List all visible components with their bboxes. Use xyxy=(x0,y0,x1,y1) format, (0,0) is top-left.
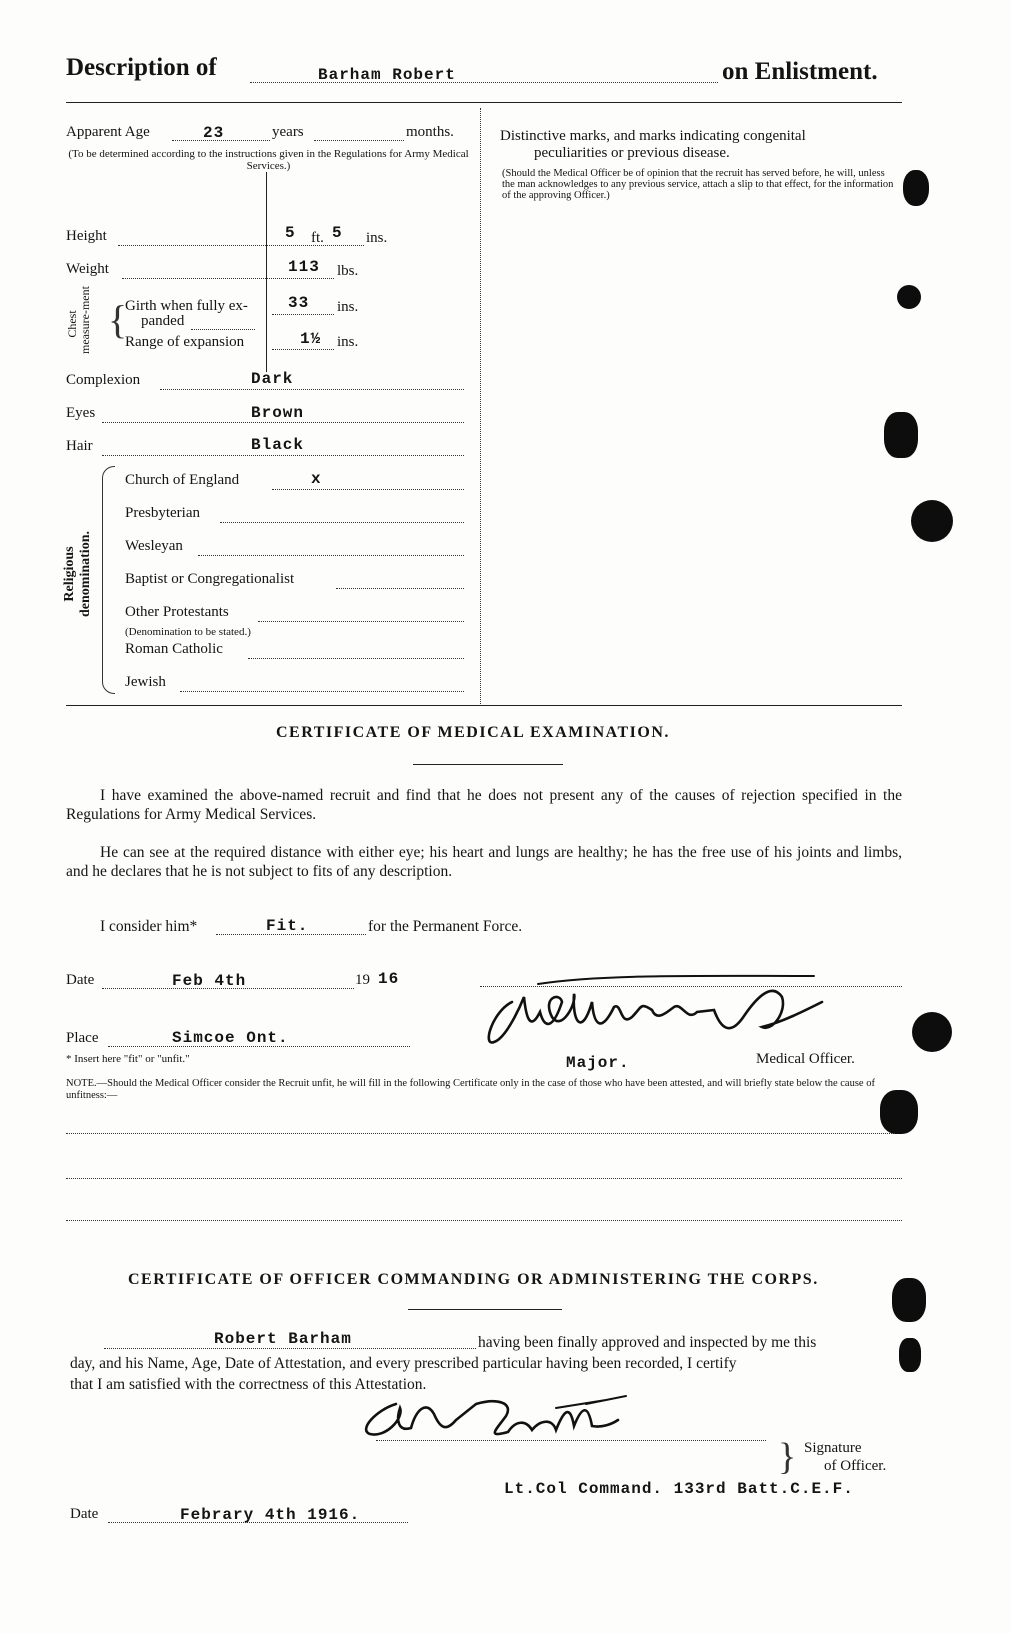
other-protestants-line xyxy=(258,621,464,622)
religion-mark: x xyxy=(311,470,322,488)
medical-heading-underline xyxy=(413,764,563,765)
weight-value: 113 xyxy=(288,258,320,276)
header-suffix: on Enlistment. xyxy=(722,58,878,85)
signature-label-1: Signature xyxy=(804,1440,862,1456)
distinctive-marks-label-2: peculiarities or previous disease. xyxy=(534,145,730,161)
medical-officer-label: Medical Officer. xyxy=(756,1051,855,1067)
height-feet-value: 5 xyxy=(285,224,296,242)
years-label: years xyxy=(272,124,304,140)
oc-name-line xyxy=(104,1348,476,1349)
oc-recruit-name: Robert Barham xyxy=(214,1330,352,1348)
apparent-age-value: 23 xyxy=(203,124,225,142)
complexion-line xyxy=(160,389,464,390)
weight-label: Weight xyxy=(66,261,109,277)
height-inches-value: 5 xyxy=(332,224,343,242)
medical-paragraph-1: I have examined the above-named recruit and find that he does not present any of the causes of rejection specified in the Regulations for Army Medical Services. xyxy=(66,787,902,823)
medical-place-value: Simcoe Ont. xyxy=(172,1029,289,1047)
punch-hole-mark xyxy=(912,1012,952,1052)
chest-brace: { xyxy=(108,297,128,342)
religion-wesleyan-label: Wesleyan xyxy=(125,538,183,554)
ins-label-expansion: ins. xyxy=(337,334,359,350)
oc-title: Lt.Col Command. 133rd Batt.C.E.F. xyxy=(504,1480,854,1498)
age-note: (To be determined according to the instructions given in the Regulations for Army Medical Services.) xyxy=(68,148,469,172)
signature-brace: } xyxy=(778,1436,797,1478)
header-prefix: Description of xyxy=(66,54,217,81)
hair-value: Black xyxy=(251,436,305,454)
unfit-line-1 xyxy=(66,1133,902,1134)
header-rule xyxy=(66,102,902,103)
distinctive-marks-note: (Should the Medical Officer be of opinion that the recruit has served before, he will, unless the man acknowledges to any previous service, attach a slip to that effect, for the information of the approving Officer.) xyxy=(502,168,894,201)
oc-line-1: having been finally approved and inspected by me this xyxy=(478,1334,817,1351)
lbs-label: lbs. xyxy=(337,263,359,279)
unfit-line-2 xyxy=(66,1178,902,1179)
religion-jewish-label: Jewish xyxy=(125,674,166,690)
girth-label-2: panded xyxy=(141,313,185,329)
oc-line-3: that I am satisfied with the correctness of this Attestation. xyxy=(70,1376,427,1393)
expansion-label: Range of expansion xyxy=(125,334,245,350)
hair-line xyxy=(102,455,464,456)
jewish-line xyxy=(180,691,464,692)
roman-catholic-line xyxy=(248,658,464,659)
fitness-value: Fit. xyxy=(266,917,309,935)
oc-line-2: day, and his Name, Age, Date of Attestation, and every prescribed particular having been recorded, I certify xyxy=(70,1355,737,1372)
hair-label: Hair xyxy=(66,438,93,454)
complexion-value: Dark xyxy=(251,370,294,388)
religion-bracket xyxy=(102,466,115,694)
height-line xyxy=(118,245,364,246)
value-column-rule xyxy=(266,172,267,372)
permanent-force-label: for the Permanent Force. xyxy=(368,918,523,935)
girth-value: 33 xyxy=(288,294,310,312)
medical-year-suffix: 16 xyxy=(378,970,400,988)
presbyterian-line xyxy=(220,522,464,523)
column-divider xyxy=(480,108,481,704)
ft-label: ft. xyxy=(311,230,324,246)
punch-hole-mark xyxy=(897,285,921,309)
signature-label-2: of Officer. xyxy=(824,1458,887,1474)
punch-hole-mark xyxy=(903,170,929,206)
denomination-note: (Denomination to be stated.) xyxy=(125,626,251,638)
oc-heading-underline xyxy=(408,1309,562,1310)
ins-label-girth: ins. xyxy=(337,299,359,315)
ins-label-height: ins. xyxy=(366,230,388,246)
medical-certificate-heading: CERTIFICATE OF MEDICAL EXAMINATION. xyxy=(276,724,670,741)
weight-line xyxy=(122,278,334,279)
religion-baptist-label: Baptist or Congregationalist xyxy=(125,571,295,587)
punch-hole-mark xyxy=(899,1338,921,1372)
recruit-name: Barham Robert xyxy=(318,66,456,84)
oc-certificate-heading: CERTIFICATE OF OFFICER COMMANDING OR ADMINISTERING THE CORPS. xyxy=(128,1271,819,1288)
complexion-label: Complexion xyxy=(66,372,141,388)
girth-label-1: Girth when fully ex- xyxy=(125,298,248,314)
medical-officer-signature xyxy=(482,972,832,1052)
months-label: months. xyxy=(406,124,454,140)
months-line xyxy=(314,140,404,141)
eyes-label: Eyes xyxy=(66,405,96,421)
medical-year-prefix: 19 xyxy=(355,972,370,988)
eyes-value: Brown xyxy=(251,404,305,422)
punch-hole-mark xyxy=(892,1278,926,1322)
oc-signature-line xyxy=(376,1440,766,1441)
chest-measurement-label: Chest measure-ment xyxy=(65,286,92,354)
eyes-line xyxy=(102,422,464,423)
religion-roman-catholic-label: Roman Catholic xyxy=(125,641,223,657)
punch-hole-mark xyxy=(911,500,953,542)
medical-place-label: Place xyxy=(66,1030,99,1046)
religious-denomination-label: Religious denomination. xyxy=(62,531,93,617)
punch-hole-mark xyxy=(880,1090,918,1134)
medical-date-label: Date xyxy=(66,972,95,988)
section-rule xyxy=(66,705,902,706)
consider-him-label: I consider him* xyxy=(100,918,198,935)
apparent-age-label: Apparent Age xyxy=(66,124,150,140)
expansion-line xyxy=(272,349,334,350)
fit-unfit-note: * Insert here "fit" or "unfit." xyxy=(66,1053,190,1065)
punch-hole-mark xyxy=(884,412,918,458)
religion-church-of-england-label: Church of England xyxy=(125,472,240,488)
oc-date-value: Febrary 4th 1916. xyxy=(180,1506,361,1524)
height-label: Height xyxy=(66,228,107,244)
medical-paragraph-2: He can see at the required distance with either eye; his heart and lungs are healthy; he has the free use of his joints and limbs, and he declares that he is not subject to fits of any description. xyxy=(66,844,902,880)
oc-date-label: Date xyxy=(70,1506,99,1522)
distinctive-marks-label-1: Distinctive marks, and marks indicating congenital xyxy=(500,128,806,144)
girth-line-a xyxy=(191,329,255,330)
girth-line-b xyxy=(272,314,334,315)
wesleyan-line xyxy=(198,555,464,556)
church-of-england-line xyxy=(272,489,464,490)
religion-presbyterian-label: Presbyterian xyxy=(125,505,200,521)
commanding-officer-signature xyxy=(356,1390,656,1446)
baptist-line xyxy=(336,588,464,589)
medical-date-value: Feb 4th xyxy=(172,972,247,990)
officer-rank: Major. xyxy=(566,1054,630,1072)
religion-other-protestants-label: Other Protestants xyxy=(125,604,229,620)
unfit-note: NOTE.—Should the Medical Officer consider the Recruit unfit, he will fill in the following Certificate only in the case of those who have been attested, and will briefly state below the cause of unfitness:— xyxy=(66,1078,875,1101)
expansion-value: 1½ xyxy=(300,330,322,348)
unfit-line-3 xyxy=(66,1220,902,1221)
